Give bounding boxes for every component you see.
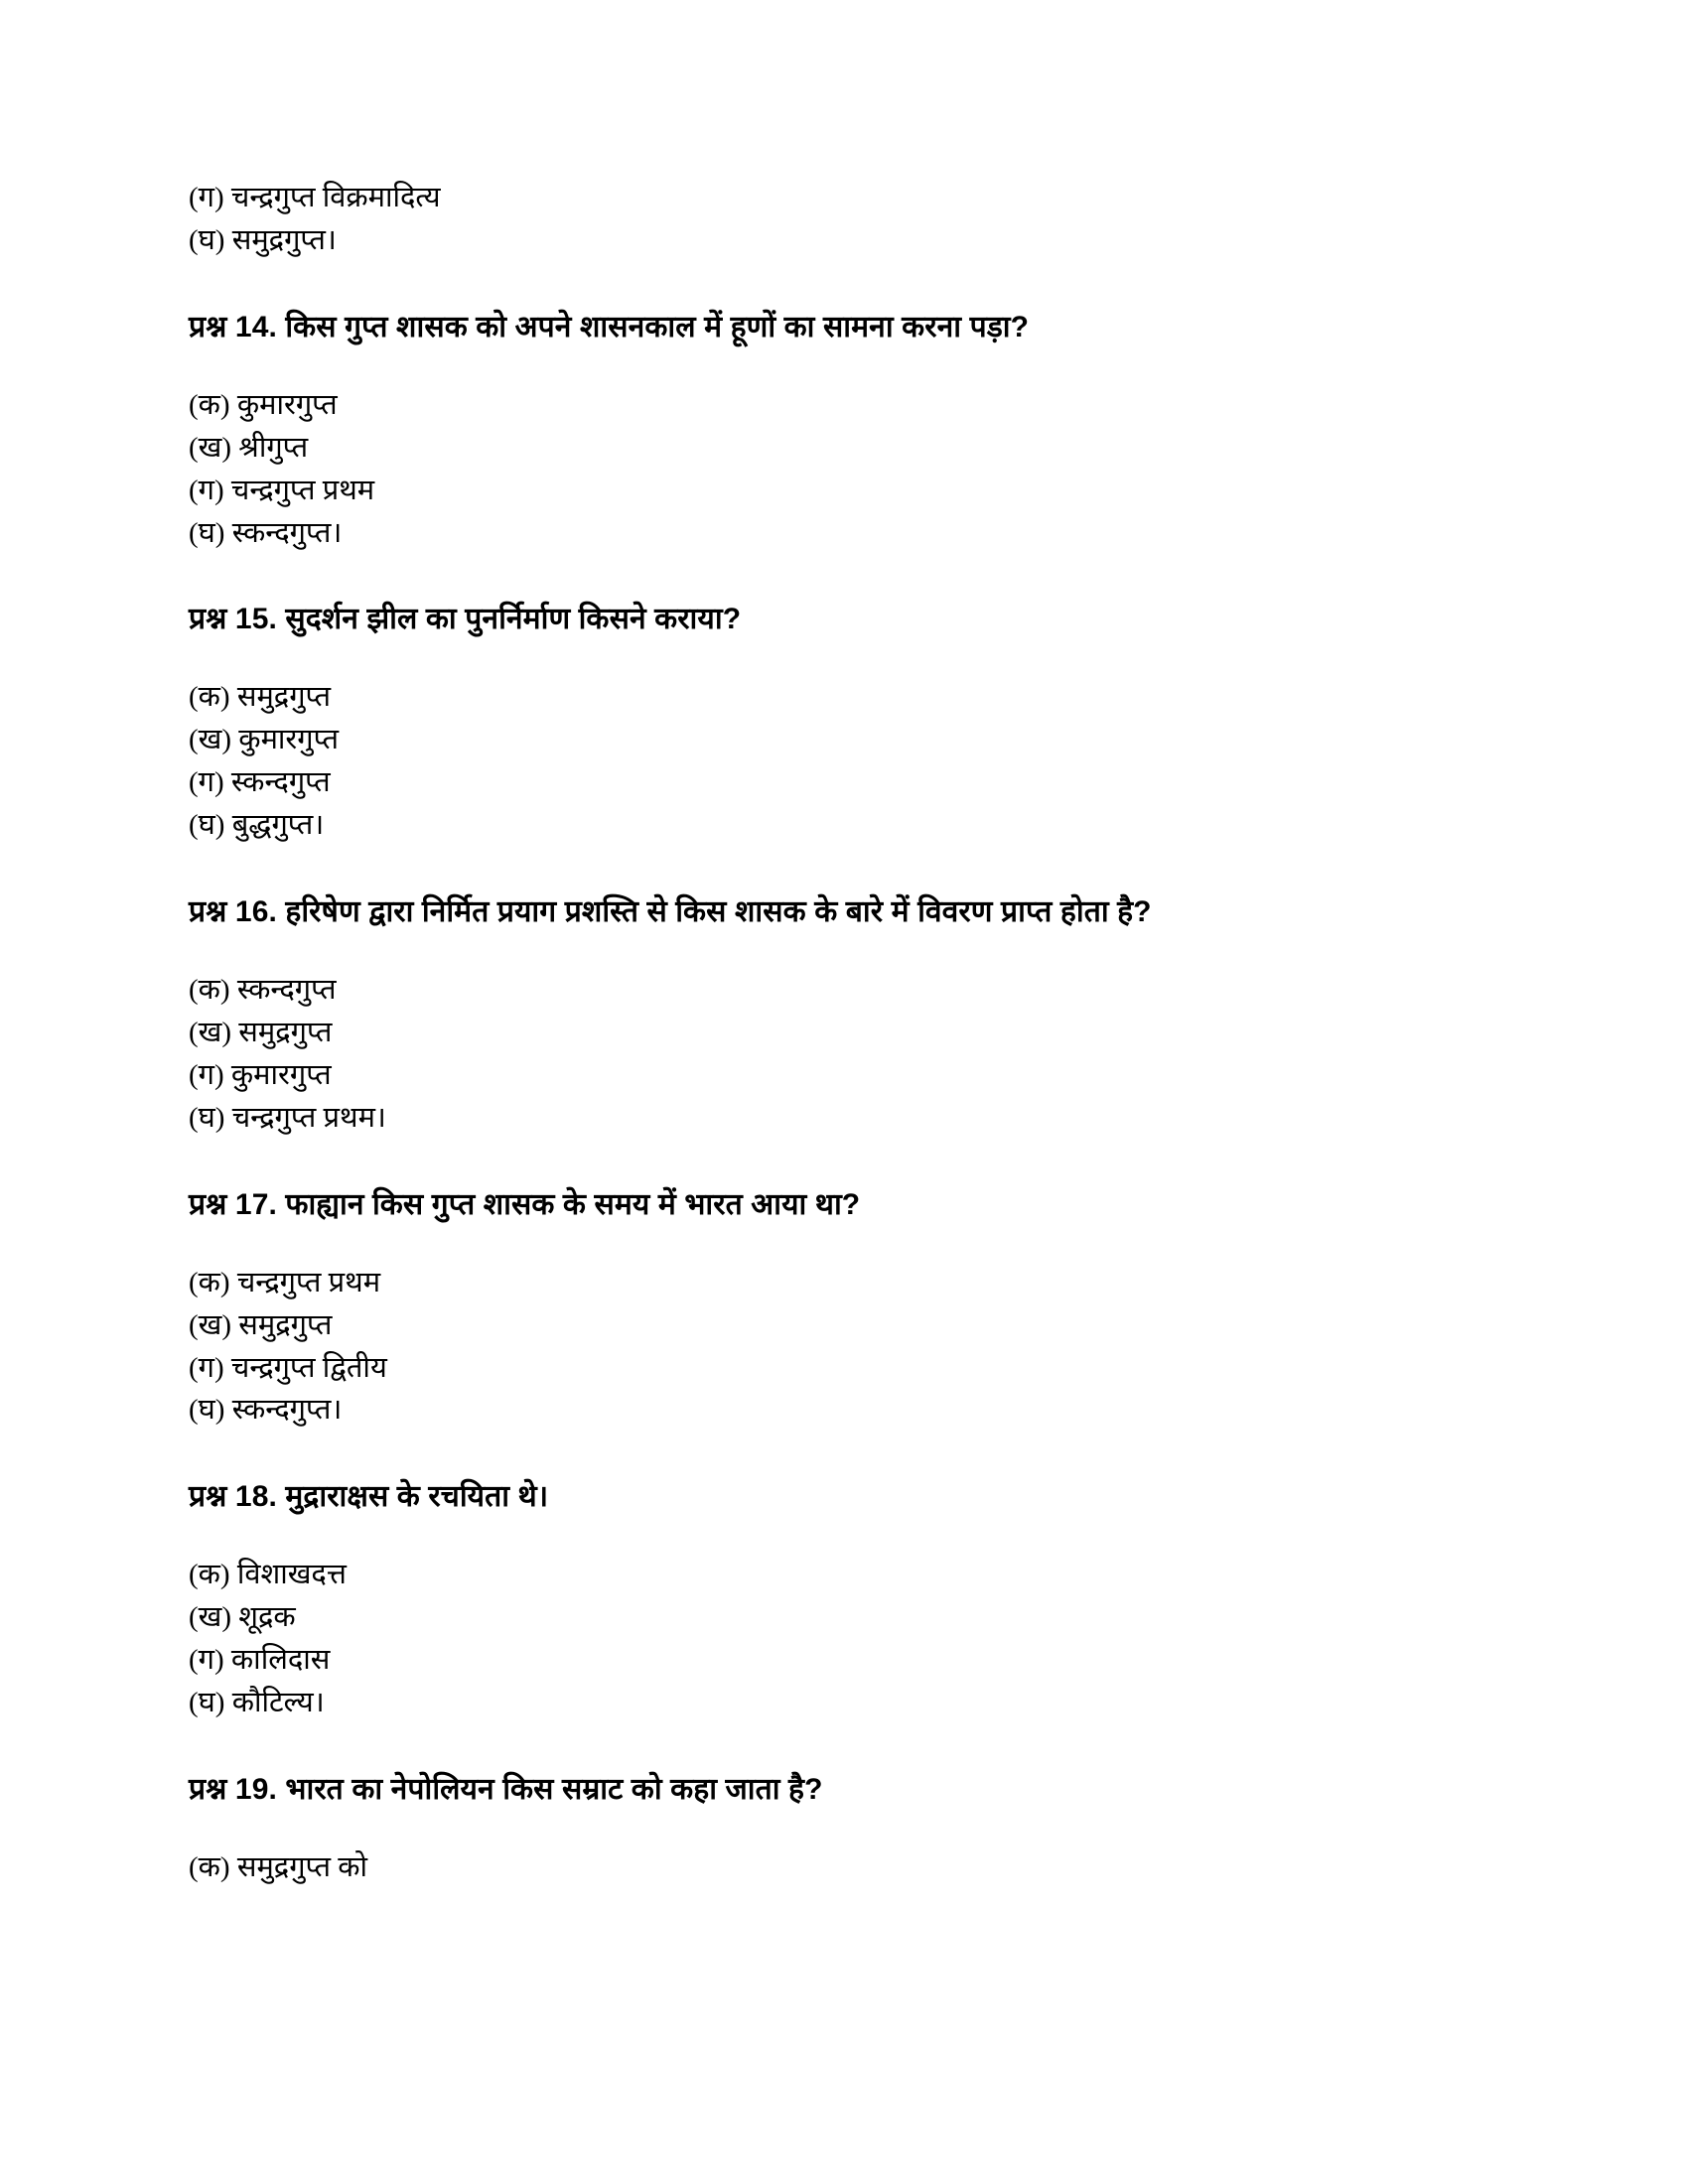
- option-text: कुमारगुप्त: [230, 1058, 332, 1091]
- option-text: शूद्रक: [238, 1601, 296, 1634]
- spacer: [189, 554, 1489, 600]
- list-item: [189, 1097, 1489, 1140]
- list-item: [189, 1596, 1489, 1639]
- option-list: [189, 1262, 1489, 1433]
- option-text: चन्द्रगुप्त प्रथम।: [231, 1101, 386, 1134]
- spacer: [189, 1516, 1489, 1554]
- option-text: समुद्रगुप्त: [236, 681, 331, 714]
- list-item: [189, 1846, 1489, 1889]
- list-item: [189, 1389, 1489, 1432]
- option-marker: (ग): [189, 1644, 224, 1677]
- question-heading: प्रश्न 17. फाह्यान किस गुप्त शासक के समय में भारत आया था?: [189, 1187, 861, 1221]
- list-item: [189, 1639, 1489, 1682]
- option-text: चन्द्रगुप्त द्वितीय: [230, 1351, 387, 1384]
- option-text: चन्द्रगुप्त प्रथम: [230, 474, 375, 506]
- option-text: स्कन्दगुप्त: [236, 974, 337, 1007]
- option-text: समुद्रगुप्त: [238, 1308, 333, 1341]
- option-marker: (ग): [189, 1058, 224, 1091]
- document-body: [189, 177, 1489, 1889]
- spacer: [189, 1724, 1489, 1770]
- question-block-19: [189, 1724, 1489, 1889]
- option-marker: (क): [189, 388, 230, 421]
- spacer: [189, 1432, 1489, 1477]
- option-marker: (घ): [189, 1687, 225, 1719]
- option-list: [189, 969, 1489, 1140]
- option-marker: (ख): [189, 1601, 232, 1634]
- list-item: [189, 384, 1489, 427]
- list-item: [189, 177, 1489, 219]
- question-heading: प्रश्न 15. सुदर्शन झील का पुनर्निर्माण किसने कराया?: [189, 603, 742, 636]
- question-heading: प्रश्न 19. भारत का नेपोलियन किस सम्राट को कहा जाता है?: [189, 1772, 823, 1806]
- list-item: [189, 1682, 1489, 1724]
- option-marker: (ख): [189, 724, 232, 756]
- option-text: कौटिल्य।: [231, 1687, 325, 1719]
- list-item: [189, 1012, 1489, 1054]
- option-marker: (ग): [189, 474, 224, 506]
- option-marker: (घ): [189, 1101, 225, 1134]
- spacer: [189, 638, 1489, 676]
- spacer: [189, 262, 1489, 308]
- list-item: [189, 1554, 1489, 1596]
- spacer: [189, 847, 1489, 892]
- option-marker: (ख): [189, 1016, 232, 1048]
- list-item: [189, 676, 1489, 719]
- option-marker: (ग): [189, 182, 224, 213]
- question-block-15: [189, 554, 1489, 847]
- spacer: [189, 1809, 1489, 1846]
- list-item: [189, 427, 1489, 470]
- option-marker: (घ): [189, 809, 225, 842]
- option-text: समुद्रगुप्त को: [236, 1850, 368, 1883]
- spacer: [189, 1224, 1489, 1262]
- option-marker: (ग): [189, 1351, 224, 1384]
- question-heading: प्रश्न 14. किस गुप्त शासक को अपने शासनकाल में हूणों का सामना करना पड़ा?: [189, 310, 1030, 343]
- option-text: चन्द्रगुप्त प्रथम: [236, 1266, 381, 1298]
- spacer: [189, 346, 1489, 384]
- option-text: समुद्रगुप्त: [238, 1016, 333, 1048]
- option-text: स्कन्दगुप्त।: [231, 1394, 343, 1427]
- option-marker: (क): [189, 681, 230, 714]
- list-item: [189, 1304, 1489, 1347]
- option-text: श्रीगुप्त: [238, 431, 309, 464]
- option-marker: (क): [189, 1559, 230, 1591]
- spacer: [189, 931, 1489, 969]
- option-marker: (क): [189, 1266, 230, 1298]
- list-item: [189, 470, 1489, 512]
- question-block-14: [189, 262, 1489, 555]
- option-marker: (क): [189, 1850, 230, 1883]
- list-item: [189, 804, 1489, 847]
- option-text: विशाखदत्त: [236, 1559, 347, 1591]
- option-text: समुद्रगुप्त।: [231, 223, 337, 256]
- carryover-option-list: [189, 177, 1489, 262]
- option-marker: (घ): [189, 223, 225, 256]
- option-text: कुमारगुप्त: [236, 388, 338, 421]
- option-text: चन्द्रगुप्त विक्रमादित्य: [230, 182, 441, 213]
- question-block-18: [189, 1432, 1489, 1724]
- option-list: [189, 1554, 1489, 1724]
- option-list: [189, 676, 1489, 847]
- option-marker: (घ): [189, 516, 225, 549]
- question-block-17: [189, 1140, 1489, 1433]
- option-text: कुमारगुप्त: [238, 724, 340, 756]
- question-block-16: [189, 847, 1489, 1140]
- list-item: [189, 219, 1489, 262]
- question-heading: प्रश्न 18. मुद्राराक्षस के रचयिता थे।: [189, 1480, 549, 1514]
- option-text: कालिदास: [230, 1644, 331, 1677]
- option-marker: (ख): [189, 431, 232, 464]
- option-marker: (ख): [189, 1308, 232, 1341]
- option-text: स्कन्दगुप्त: [230, 766, 331, 799]
- list-item: [189, 719, 1489, 761]
- list-item: [189, 969, 1489, 1012]
- option-marker: (घ): [189, 1394, 225, 1427]
- option-text: स्कन्दगुप्त।: [231, 516, 343, 549]
- list-item: [189, 512, 1489, 555]
- option-list: [189, 1846, 1489, 1889]
- question-heading: प्रश्न 16. हरिषेण द्वारा निर्मित प्रयाग प्रशस्ति से किस शासक के बारे में विवरण प्राप्त होता है?: [189, 895, 1152, 929]
- option-marker: (ग): [189, 766, 224, 799]
- list-item: [189, 1347, 1489, 1390]
- list-item: [189, 1054, 1489, 1097]
- option-marker: (क): [189, 974, 230, 1007]
- option-text: बुद्धगुप्त।: [231, 809, 325, 842]
- spacer: [189, 1140, 1489, 1185]
- list-item: [189, 1262, 1489, 1304]
- list-item: [189, 761, 1489, 804]
- option-list: [189, 384, 1489, 555]
